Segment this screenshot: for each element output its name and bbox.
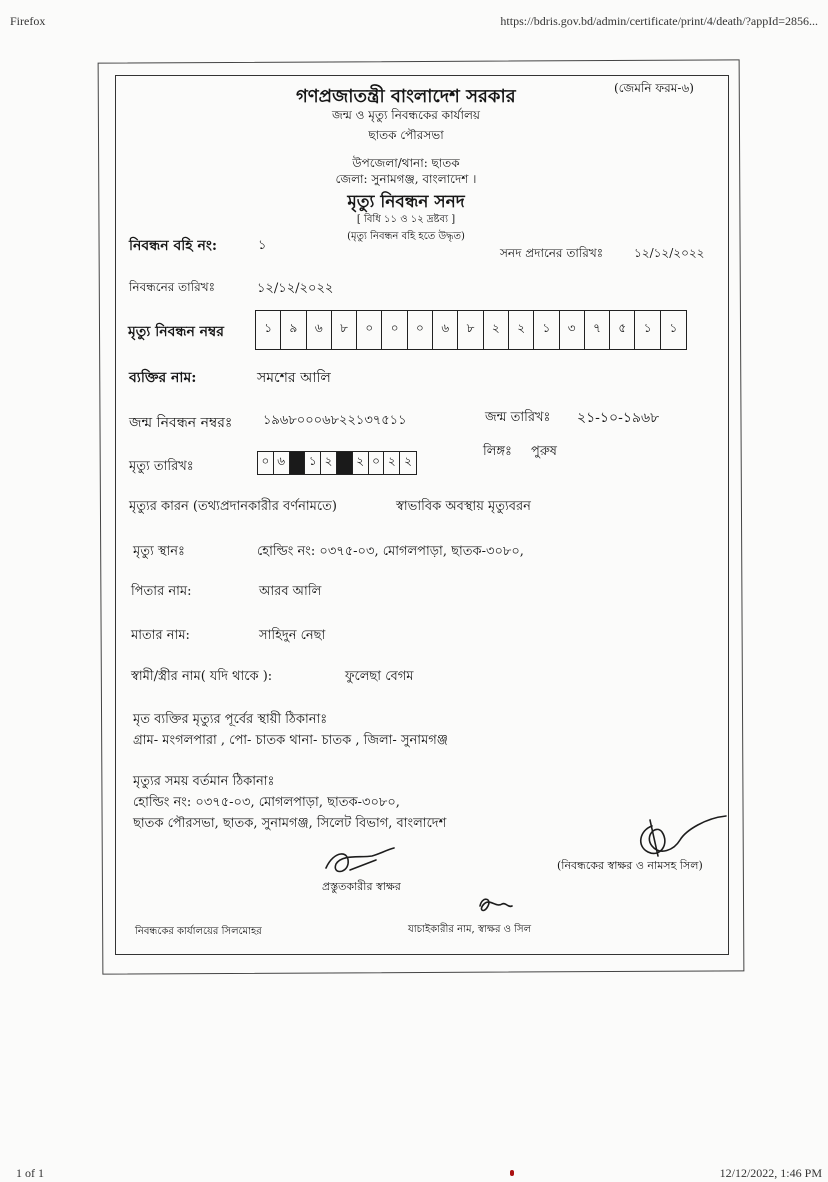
document-title: মৃত্যু নিবন্ধন সনদ — [347, 192, 465, 212]
verifier-label: যাচাইকারীর নাম, স্বাক্ষর ও সিল — [408, 924, 532, 935]
issue-date-label: সনদ প্রদানের তারিখঃ — [500, 246, 604, 260]
stray-mark — [510, 1170, 514, 1176]
browser-name: Firefox — [10, 14, 46, 28]
death-date-digit: ২ — [384, 452, 400, 474]
death-reg-no-digit: ১ — [669, 321, 678, 335]
gender-label: লিঙ্গঃ — [483, 444, 512, 459]
perm-address-label: মৃত ব্যক্তির মৃত্যুর পূর্বের স্থায়ী ঠিকানাঃ — [133, 712, 328, 727]
father-value: আরব আলি — [259, 584, 322, 599]
death-date-digit: ১ — [305, 452, 321, 474]
spouse-value: ফুলেছা বেগম — [345, 669, 414, 684]
death-place-label: মৃত্যু স্থানঃ — [133, 544, 185, 559]
death-reg-no-digit: ৬ — [433, 311, 458, 349]
death-reg-no-label: মৃত্যু নিবন্ধন নম্বর — [128, 324, 224, 340]
death-reg-no-digit: ৫ — [610, 311, 635, 349]
death-reg-no-digit: ১ — [534, 311, 559, 349]
death-reg-no-digit: ৯ — [281, 311, 306, 349]
current-address-label: মৃত্যুর সময় বর্তমান ঠিকানাঃ — [133, 774, 275, 789]
print-header — [10, 14, 818, 30]
registrar-signature-label: (নিবন্ধকের স্বাক্ষর ও নামসহ সিল) — [557, 859, 703, 872]
upazila-line: উপজেলা/থানা: ছাতক — [352, 156, 460, 170]
death-place-value: হোল্ডিং নং: ০৩৭৫-০৩, মোগলপাড়া, ছাতক-৩০৮০, — [257, 544, 524, 559]
cause-label: মৃত্যুর কারন (তথ্যপ্রদানকারীর বর্ণনামতে) — [129, 499, 337, 514]
book-no-label: নিবন্ধন বহি নং: — [129, 238, 218, 254]
death-date-digit: ২ — [353, 452, 369, 474]
current-address-line1: হোল্ডিং নং: ০৩৭৫-০৩, মোগলপাড়া, ছাতক-৩০৮০, — [133, 795, 400, 810]
death-reg-no-digit: ৮ — [332, 311, 357, 349]
name-label: ব্যক্তির নাম: — [129, 370, 197, 386]
death-reg-no-digit: ২ — [509, 311, 534, 349]
dob-label: জন্ম তারিখঃ — [485, 410, 551, 425]
death-reg-no-digit: ২ — [484, 311, 509, 349]
preparer-signature-label: প্রস্তুতকারীর স্বাক্ষর — [322, 880, 401, 893]
death-date-digit: ২ — [321, 452, 337, 474]
father-label: পিতার নাম: — [131, 584, 192, 599]
gender-value: পুরুষ — [531, 444, 557, 459]
book-no-value: ১ — [258, 238, 267, 253]
death-date-digit: ০ — [258, 452, 274, 474]
office-seal-label: নিবন্ধকের কার্যালয়ের সিলমোহর — [135, 926, 262, 937]
birth-reg-no-label: জন্ম নিবন্ধন নম্বরঃ — [129, 415, 233, 431]
page-indicator: 1 of 1 — [16, 1166, 44, 1180]
mother-value: সাহিদুন নেছা — [259, 628, 326, 643]
death-reg-no-digit: ০ — [357, 311, 382, 349]
perm-address-value: গ্রাম- মংগলপারা , পো- চাতক থানা- চাতক , জিলা- সুনামগঞ্জ — [133, 733, 448, 748]
mother-label: মাতার নাম: — [131, 628, 190, 643]
death-reg-no-digit: ৬ — [307, 311, 332, 349]
govt-title: গণপ্রজাতন্ত্রী বাংলাদেশ সরকার — [296, 86, 516, 107]
reg-date-label: নিবন্ধনের তারিখঃ — [129, 280, 215, 294]
office-line: জন্ম ও মৃত্যু নিবন্ধকের কার্যালয় — [332, 108, 480, 122]
cause-value: স্বাভাবিক অবস্থায় মৃত্যুবরন — [396, 499, 531, 514]
death-reg-no-digit: ৮ — [458, 311, 483, 349]
book-reference: (মৃত্যু নিবন্ধন বহি হতে উদ্ধৃত) — [347, 231, 465, 242]
rule-reference: [ বিধি ১১ ও ১২ দ্রষ্টব্য ] — [356, 214, 456, 225]
death-reg-no-digit: ৭ — [585, 311, 610, 349]
date-separator-box — [290, 452, 306, 474]
current-address-line2: ছাতক পৌরসভা, ছাতক, সুনামগঞ্জ, সিলেট বিভাগ, বাংলাদেশ — [133, 816, 447, 831]
death-date-digit: ২ — [404, 454, 412, 468]
district-line: জেলা: সুনামগঞ্জ, বাংলাদেশ । — [335, 172, 477, 186]
death-date-digit: ৬ — [274, 452, 290, 474]
death-reg-no-digit: ১ — [635, 311, 660, 349]
death-date-label: মৃত্যু তারিখঃ — [129, 459, 194, 474]
page-url: https://bdris.gov.bd/admin/certificate/print/4/death/?appId=2856... — [500, 14, 818, 28]
reg-date-value: ১২/১২/২০২২ — [257, 281, 334, 296]
dob-value: ২১-১০-১৯৬৮ — [577, 410, 660, 426]
death-reg-no-digit: ০ — [408, 311, 433, 349]
print-datetime: 12/12/2022, 1:46 PM — [719, 1166, 822, 1180]
death-reg-no-digit: ০ — [382, 311, 407, 349]
office-name: ছাতক পৌরসভা — [368, 128, 444, 142]
death-reg-no-digit: ১ — [256, 311, 281, 349]
birth-reg-no-value: ১৯৬৮০০০৬৮২২১৩৭৫১১ — [263, 413, 407, 428]
death-date-boxes — [257, 451, 417, 475]
name-value: সমশের আলি — [257, 370, 331, 386]
verifier-signature-icon — [474, 894, 514, 920]
date-separator-box — [337, 452, 353, 474]
death-reg-no-boxes — [255, 310, 687, 350]
print-footer — [10, 1166, 822, 1182]
death-reg-no-digit: ৩ — [560, 311, 585, 349]
preparer-signature-icon — [320, 844, 400, 880]
death-date-digit: ০ — [369, 452, 385, 474]
form-number: (জেমনি ফরম-৬) — [614, 81, 694, 95]
issue-date-value: ১২/১২/২০২২ — [634, 246, 705, 260]
spouse-label: স্বামী/স্ত্রীর নাম( যদি থাকে ): — [131, 669, 273, 684]
